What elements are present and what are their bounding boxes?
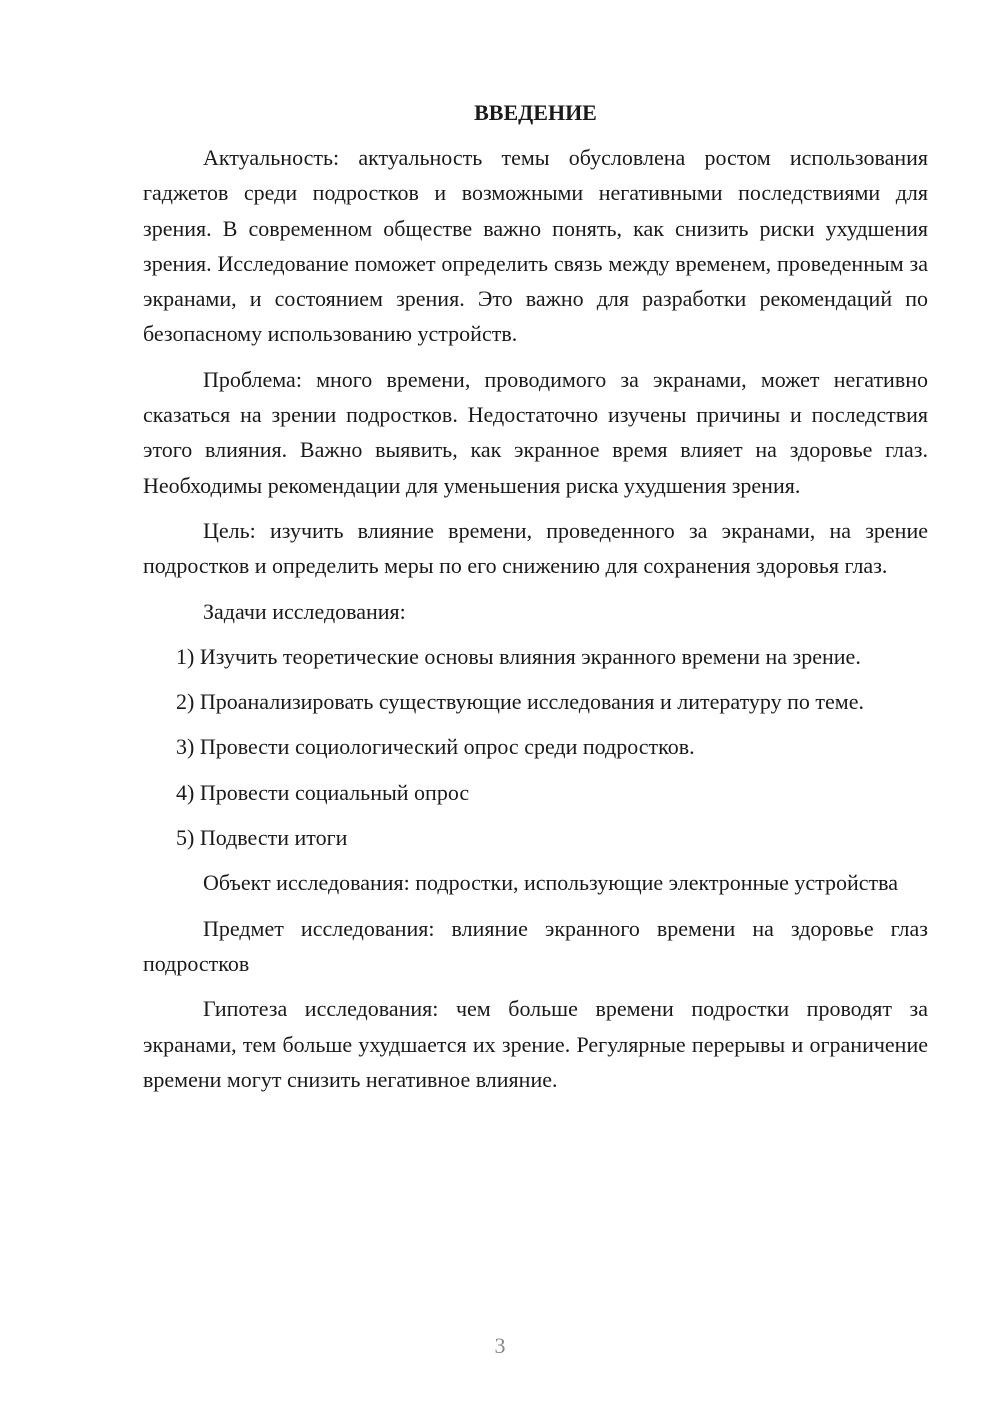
task-item: 1) Изучить теоретические основы влияния экранного времени на зрение.	[176, 643, 861, 669]
task-item: 5) Подвести итоги	[176, 825, 348, 851]
section-title: ВВЕДЕНИЕ	[474, 100, 597, 125]
problem-paragraph: Проблема: много времени, проводимого за экранами, может негативно сказаться на зрении подростков. Недостаточно изучены причины и последствия этого влияния. Важно выявить, как экранное время влияет на здоровье глаз. Необходимы рекомендации для уменьшения риска ухудшения зрения.	[143, 366, 928, 498]
task-item: 3) Провести социологический опрос среди подростков.	[176, 734, 695, 760]
subject-paragraph: Предмет исследования: влияние экранного времени на здоровье глаз подростков	[143, 915, 928, 976]
document-body	[143, 95, 928, 1107]
goal-paragraph: Цель: изучить влияние времени, проведенного за экранами, на зрение подростков и определить меры по его снижению для сохранения здоровья глаз.	[143, 517, 928, 579]
hypothesis-paragraph: Гипотеза исследования: чем больше времени подростки проводят за экранами, тем больше ухудшается их зрение. Регулярные перерывы и ограничение времени могут снизить негативное влияние.	[143, 996, 928, 1092]
task-item: 4) Провести социальный опрос	[176, 779, 470, 805]
object-paragraph: Объект исследования: подростки, использующие электронные устройства	[203, 870, 898, 896]
relevance-paragraph: Актуальность: актуальность темы обусловлена ростом использования гаджетов среди подростков и возможными негативными последствиями для зрения. В современном обществе важно понять, как снизить риски ухудшения зрения. Исследование поможет определить связь между временем, проведенным за экранами, и состоянием зрения. Это важно для разработки рекомендаций по безопасному использованию устройств.	[143, 145, 928, 347]
page-number: 3	[494, 1333, 506, 1358]
tasks-heading: Задачи исследования:	[203, 598, 406, 624]
task-item: 2) Проанализировать существующие исследования и литературу по теме.	[176, 689, 864, 715]
